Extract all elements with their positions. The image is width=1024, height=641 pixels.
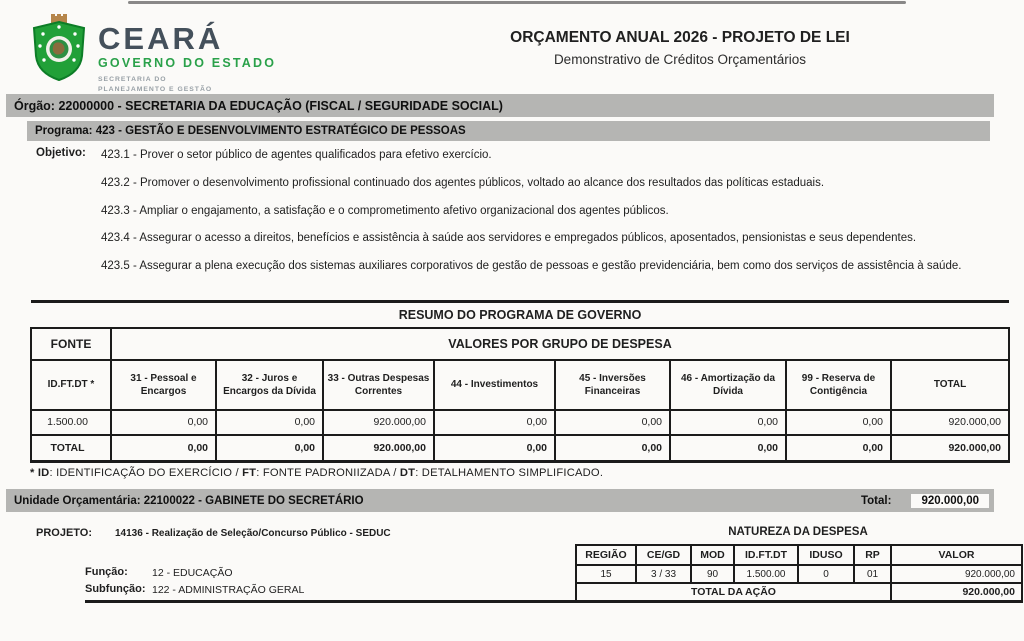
column-header: 99 - Reserva de Contigência — [786, 360, 891, 410]
document-header — [380, 29, 980, 67]
unidade-text: Unidade Orçamentária: 22100022 - GABINETE DO SECRETÁRIO — [14, 494, 364, 507]
resumo-data-row — [31, 410, 1009, 435]
data-cell: 0,00 — [670, 410, 786, 435]
data-cell: 90 — [691, 565, 734, 583]
objetivo-list — [101, 147, 986, 286]
objetivo-item: 423.2 - Promover o desenvolvimento profissional continuado dos agentes públicos, voltado ao alcance dos resultados das políticas estaduais. — [101, 176, 825, 189]
column-header: MOD — [691, 545, 734, 565]
column-header: RP — [854, 545, 891, 565]
natureza-data-row — [576, 565, 1022, 583]
objetivo-item: 423.1 - Prover o setor público de agentes qualificados para efetivo exercício. — [101, 149, 492, 161]
orgao-text: Órgão: 22000000 - SECRETARIA DA EDUCAÇÃO (FISCAL / SEGURIDADE SOCIAL) — [14, 98, 503, 113]
total-cell: 0,00 — [111, 435, 216, 462]
column-header: 46 - Amortização da Dívida — [670, 360, 786, 410]
valores-header: VALORES POR GRUPO DE DESPESA — [111, 328, 1009, 360]
total-cell: 0,00 — [555, 435, 670, 462]
logo-secretariat: SECRETARIA DO PLANEJAMENTO E GESTÃO — [98, 76, 213, 94]
column-header: CE/GD — [636, 545, 691, 565]
column-header: TOTAL — [891, 360, 1009, 410]
logo-government-line: GOVERNO DO ESTADO — [98, 56, 277, 70]
footnote: * ID: IDENTIFICAÇÃO DO EXERCÍCIO / FT: FONTE PADRONIIZADA / DT: DETALHAMENTO SIMPLIFICADO. — [30, 467, 604, 479]
objetivo-item: 423.4 - Assegurar o acesso a direitos, benefícios e assistência à saúde aos servidores e empregados públicos, aposentados, pensionistas e seus dependentes. — [101, 232, 917, 245]
fonte-header: FONTE — [31, 328, 111, 360]
data-cell: 0 — [798, 565, 854, 583]
data-cell: 920.000,00 — [323, 410, 434, 435]
objetivo-item: 423.5 - Assegurar a plena execução dos sistemas auxiliares corporativos de gestão de pessoas e gestão previdenciária, bem como dos serviços de assistência à saúde. — [101, 260, 962, 273]
ceara-coat-of-arms-icon — [30, 14, 88, 87]
column-header: VALOR — [891, 545, 1022, 565]
projeto-value: 14136 - Realização de Seleção/Concurso Público - SEDUC — [115, 528, 391, 539]
unidade-bar — [6, 489, 994, 512]
state-logo — [30, 14, 276, 95]
objetivo-label: Objetivo: — [36, 147, 86, 159]
doc-title: ORÇAMENTO ANUAL 2026 - PROJETO DE LEI — [510, 29, 850, 46]
unidade-total-label: Total: — [860, 494, 892, 507]
column-header: ID.FT.DT * — [31, 360, 111, 410]
top-scan-artifact — [128, 1, 906, 4]
data-cell: 0,00 — [111, 410, 216, 435]
column-header: 31 - Pessoal e Encargos — [111, 360, 216, 410]
total-cell: 0,00 — [434, 435, 555, 462]
subfuncao-label: Subfunção: — [85, 583, 146, 595]
resumo-column-headers — [31, 360, 1009, 410]
data-cell: 0,00 — [216, 410, 323, 435]
data-cell: 15 — [576, 565, 636, 583]
total-cell: 0,00 — [670, 435, 786, 462]
total-cell: TOTAL — [31, 435, 111, 462]
data-cell: 0,00 — [434, 410, 555, 435]
total-da-acao-value: 920.000,00 — [891, 583, 1022, 601]
data-cell: 3 / 33 — [636, 565, 691, 583]
total-cell: 0,00 — [216, 435, 323, 462]
total-da-acao-label: TOTAL DA AÇÃO — [576, 583, 891, 601]
data-cell: 1.500.00 — [734, 565, 798, 583]
funcao-value: 12 - EDUCAÇÃO — [152, 567, 233, 579]
total-cell: 920.000,00 — [891, 435, 1009, 462]
projeto-label: PROJETO: — [36, 527, 93, 539]
column-header: 33 - Outras Despesas Correntes — [323, 360, 434, 410]
data-cell: 1.500.00 — [31, 410, 111, 435]
resumo-table — [30, 300, 1010, 463]
column-header: ID.FT.DT — [734, 545, 798, 565]
data-cell: 920.000,00 — [891, 410, 1009, 435]
column-header: 32 - Juros e Encargos da Dívida — [216, 360, 323, 410]
resumo-total-row — [31, 435, 1009, 462]
natureza-total-row — [576, 583, 1022, 601]
column-header: 44 - Investimentos — [434, 360, 555, 410]
objetivo-item: 423.3 - Ampliar o engajamento, a satisfação e o comprometimento afetivo organizacional dos agentes públicos. — [101, 204, 669, 217]
column-header: REGIÃO — [576, 545, 636, 565]
programa-bar — [27, 121, 990, 141]
total-cell: 920.000,00 — [323, 435, 434, 462]
data-cell: 920.000,00 — [891, 565, 1022, 583]
doc-subtitle: Demonstrativo de Créditos Orçamentários — [553, 52, 807, 67]
natureza-column-headers — [576, 545, 1022, 565]
orgao-bar — [6, 94, 994, 117]
logo-state-name: CEARÁ — [98, 21, 224, 56]
natureza-table — [575, 544, 1023, 603]
unidade-total-value: 920.000,00 — [911, 494, 989, 508]
natureza-title: NATUREZA DA DESPESA — [728, 526, 868, 538]
data-cell: 0,00 — [786, 410, 891, 435]
funcao-label: Função: — [85, 566, 128, 578]
total-cell: 0,00 — [786, 435, 891, 462]
data-cell: 01 — [854, 565, 891, 583]
programa-text: Programa: 423 - GESTÃO E DESENVOLVIMENTO ESTRATÉGICO DE PESSOAS — [35, 125, 466, 137]
column-header: IDUSO — [798, 545, 854, 565]
data-cell: 0,00 — [555, 410, 670, 435]
subfuncao-value: 122 - ADMINISTRAÇÃO GERAL — [152, 584, 305, 596]
bottom-rule — [85, 600, 1020, 603]
column-header: 45 - Inversões Financeiras — [555, 360, 670, 410]
resumo-title: RESUMO DO PROGRAMA DE GOVERNO — [31, 302, 1009, 328]
